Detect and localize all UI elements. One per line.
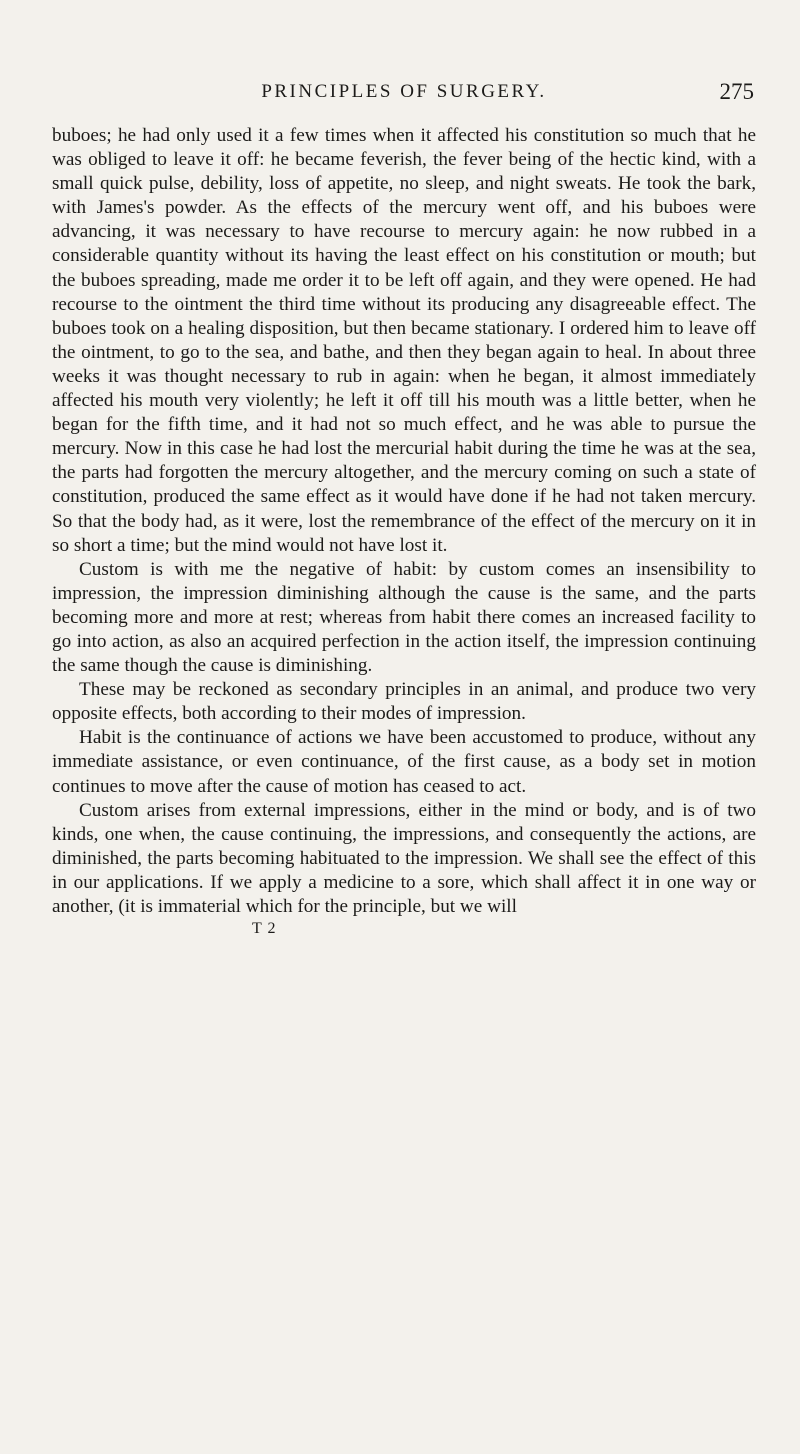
paragraph-continuation: buboes; he had only used it a few times when it affected his constitution so much that he was obliged to leave it off: he became feverish, the fever being of the hectic kind, with a small quick pulse, debility, loss of appetite, no sleep, and night sweats. He took the bark, with James's powder. As the effects of the mercury went off, and his buboes were advancing, it was necessary to have recourse to mercury again: he now rubbed in a considerable quantity without its having the least effect on his constitution or mouth; but the buboes spreading, made me order it to be left off again, and they were opened. He had recourse to the ointment the third time without its producing any disagreeable effect. The buboes took on a healing disposition, but then became stationary. I ordered him to leave off the ointment, to go to the sea, and bathe, and then they began again to heal. In about three weeks it was thought necessary to rub in again: when he began, it almost immediately affected his mouth very violently; he left it off till his mouth was a little better, when he began for the fifth time, and it had not so much effect, and he was able to pursue the mercury. Now in this case he had lost the mercurial habit during the time he was at the sea, the parts had forgotten the mercury altogether, and the mercury coming on such a state of constitution, produced the same effect as it would have done if he had not taken mercury. So that the body had, as it were, lost the remembrance of the effect of the mercury on it in so short a time; but the mind would not have lost it. (52, 125, 756, 556)
running-title: PRINCIPLES OF SURGERY. (261, 81, 547, 102)
paragraph-habit-definition: Habit is the continuance of actions we have been accustomed to produce, without any immediate assistance, or even continuance, of the first cause, as a body set in motion continues to move after the cause of motion has ceased to act. (52, 727, 756, 797)
signature-mark: T 2 (252, 920, 277, 938)
body-text (52, 124, 756, 919)
paragraph-custom-definition: Custom is with me the negative of habit: by custom comes an insensibility to impression, the impression diminishing although the cause is the same, and the parts becoming more and more at rest; whereas from habit there comes an increased facility to go into action, as also an acquired perfection in the action itself, the impression continuing the same though the cause is diminishing. (52, 558, 756, 677)
paragraph-secondary-principles: These may be reckoned as secondary principles in an animal, and produce two very opposite effects, both according to their modes of impression. (52, 679, 756, 725)
page-header (52, 78, 756, 118)
page-number: 275 (719, 79, 754, 104)
paragraph-custom-kinds: Custom arises from external impressions, either in the mind or body, and is of two kinds, one when, the cause continuing, the impressions, and consequently the actions, are diminished, the parts becoming habituated to the impression. We shall see the effect of this in our applications. If we apply a medicine to a sore, which shall affect it in one way or another, (it is immaterial which for the principle, but we will (52, 799, 756, 917)
